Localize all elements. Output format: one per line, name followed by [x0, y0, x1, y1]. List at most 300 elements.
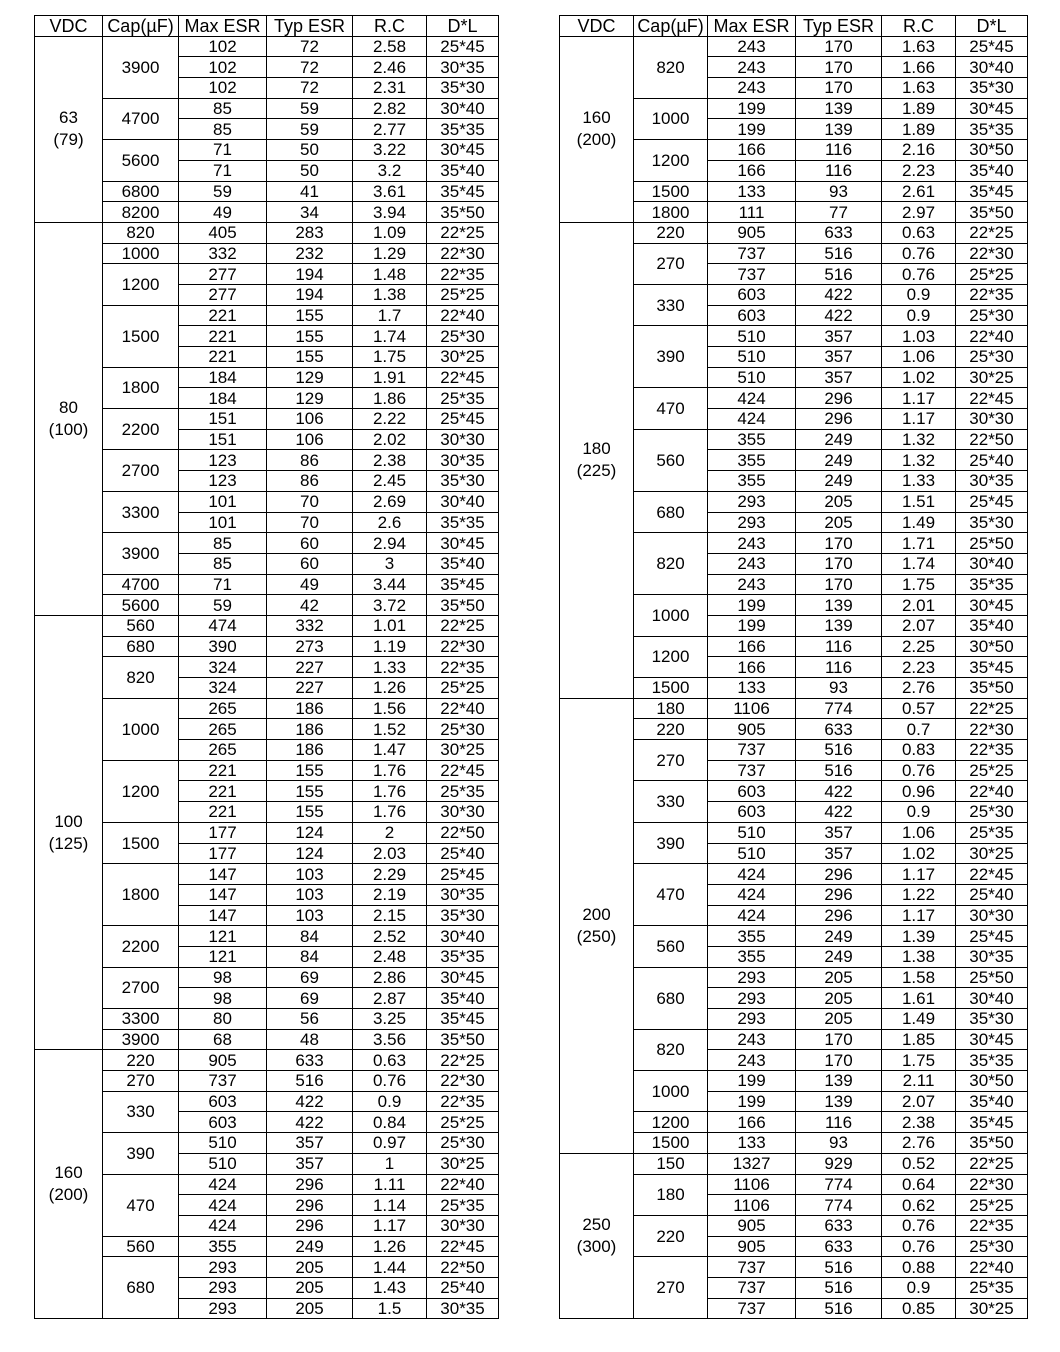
capacitance-cell: 1500 — [634, 1133, 708, 1154]
typ-esr-cell: 170 — [796, 1050, 882, 1071]
dl-cell: 22*45 — [956, 388, 1028, 409]
dl-cell: 30*40 — [956, 57, 1028, 78]
typ-esr-cell: 93 — [796, 181, 882, 202]
rc-cell: 2.76 — [882, 678, 956, 699]
typ-esr-cell: 186 — [267, 719, 353, 740]
typ-esr-cell: 42 — [267, 595, 353, 616]
capacitance-cell: 330 — [634, 781, 708, 822]
rc-cell: 1.19 — [353, 636, 427, 657]
dl-cell: 30*30 — [956, 409, 1028, 430]
header-typ-esr: Typ ESR — [267, 16, 353, 37]
dl-cell: 35*35 — [427, 946, 499, 967]
typ-esr-cell: 357 — [267, 1133, 353, 1154]
max-esr-cell: 905 — [708, 719, 796, 740]
typ-esr-cell: 205 — [796, 967, 882, 988]
rc-cell: 2.38 — [353, 450, 427, 471]
rc-cell: 1.26 — [353, 1236, 427, 1257]
rc-cell: 0.85 — [882, 1298, 956, 1319]
table-row — [35, 533, 499, 554]
typ-esr-cell: 41 — [267, 181, 353, 202]
rc-cell: 1.75 — [353, 347, 427, 368]
table-row — [35, 305, 499, 326]
rc-cell: 2.25 — [882, 636, 956, 657]
dl-cell: 25*25 — [956, 760, 1028, 781]
capacitance-cell: 1200 — [634, 1112, 708, 1133]
typ-esr-cell: 422 — [796, 305, 882, 326]
capacitance-cell: 270 — [634, 1257, 708, 1319]
typ-esr-cell: 205 — [267, 1298, 353, 1319]
max-esr-cell: 293 — [179, 1257, 267, 1278]
max-esr-cell: 603 — [179, 1091, 267, 1112]
capacitance-cell: 820 — [634, 36, 708, 98]
rc-cell: 2 — [353, 822, 427, 843]
vdc-value: 180 — [582, 439, 611, 459]
table-row — [35, 574, 499, 595]
typ-esr-cell: 205 — [796, 512, 882, 533]
typ-esr-cell: 205 — [267, 1257, 353, 1278]
capacitance-cell: 3300 — [103, 491, 179, 532]
max-esr-cell: 102 — [179, 36, 267, 57]
dl-cell: 25*30 — [427, 1133, 499, 1154]
typ-esr-cell: 72 — [267, 36, 353, 57]
dl-cell: 30*45 — [427, 533, 499, 554]
dl-cell: 25*35 — [956, 822, 1028, 843]
max-esr-cell: 133 — [708, 181, 796, 202]
typ-esr-cell: 227 — [267, 678, 353, 699]
max-esr-cell: 59 — [179, 181, 267, 202]
max-esr-cell: 199 — [708, 119, 796, 140]
dl-cell: 35*35 — [956, 119, 1028, 140]
max-esr-cell: 133 — [708, 678, 796, 699]
max-esr-cell: 243 — [708, 553, 796, 574]
max-esr-cell: 293 — [708, 967, 796, 988]
max-esr-cell: 737 — [708, 760, 796, 781]
max-esr-cell: 265 — [179, 698, 267, 719]
dl-cell: 22*40 — [956, 781, 1028, 802]
header-vdc: VDC — [35, 16, 103, 37]
max-esr-cell: 101 — [179, 512, 267, 533]
dl-cell: 30*35 — [956, 471, 1028, 492]
typ-esr-cell: 60 — [267, 533, 353, 554]
typ-esr-cell: 139 — [796, 119, 882, 140]
max-esr-cell: 221 — [179, 760, 267, 781]
dl-cell: 25*45 — [427, 409, 499, 430]
typ-esr-cell: 332 — [267, 615, 353, 636]
rc-cell: 0.76 — [882, 264, 956, 285]
max-esr-cell: 147 — [179, 864, 267, 885]
max-esr-cell: 1106 — [708, 1195, 796, 1216]
rc-cell: 3.61 — [353, 181, 427, 202]
rc-cell: 1.02 — [882, 843, 956, 864]
typ-esr-cell: 296 — [796, 864, 882, 885]
typ-esr-cell: 155 — [267, 326, 353, 347]
typ-esr-cell: 49 — [267, 574, 353, 595]
dl-cell: 25*45 — [956, 36, 1028, 57]
max-esr-cell: 166 — [708, 140, 796, 161]
rc-cell: 2.01 — [882, 595, 956, 616]
dl-cell: 35*45 — [427, 1009, 499, 1030]
capacitance-cell: 2200 — [103, 409, 179, 450]
typ-esr-cell: 103 — [267, 905, 353, 926]
typ-esr-cell: 633 — [796, 1215, 882, 1236]
capacitance-cell: 3900 — [103, 1029, 179, 1050]
max-esr-cell: 905 — [708, 1236, 796, 1257]
rc-cell: 0.62 — [882, 1195, 956, 1216]
typ-esr-cell: 929 — [796, 1153, 882, 1174]
rc-cell: 2.16 — [882, 140, 956, 161]
max-esr-cell: 737 — [179, 1071, 267, 1092]
typ-esr-cell: 633 — [796, 719, 882, 740]
surge-voltage: (300) — [576, 1237, 617, 1257]
typ-esr-cell: 296 — [796, 884, 882, 905]
typ-esr-cell: 155 — [267, 305, 353, 326]
max-esr-cell: 71 — [179, 160, 267, 181]
table-row — [560, 698, 1028, 719]
rc-cell: 1.43 — [353, 1277, 427, 1298]
dl-cell: 30*45 — [427, 967, 499, 988]
rc-cell: 1.63 — [882, 78, 956, 99]
max-esr-cell: 101 — [179, 491, 267, 512]
rc-cell: 1.06 — [882, 822, 956, 843]
header-typ-esr: Typ ESR — [796, 16, 882, 37]
dl-cell: 30*50 — [956, 636, 1028, 657]
table-row — [560, 1153, 1028, 1174]
table-row — [35, 760, 499, 781]
rc-cell: 1.39 — [882, 926, 956, 947]
surge-voltage: (200) — [576, 130, 617, 150]
dl-cell: 35*40 — [956, 1091, 1028, 1112]
max-esr-cell: 199 — [708, 98, 796, 119]
capacitance-cell: 1000 — [634, 1071, 708, 1112]
max-esr-cell: 424 — [708, 884, 796, 905]
dl-cell: 22*30 — [427, 636, 499, 657]
typ-esr-cell: 60 — [267, 553, 353, 574]
capacitance-cell: 820 — [634, 1029, 708, 1070]
max-esr-cell: 151 — [179, 429, 267, 450]
rc-cell: 1.38 — [882, 946, 956, 967]
capacitance-cell: 820 — [103, 657, 179, 698]
typ-esr-cell: 34 — [267, 202, 353, 223]
max-esr-cell: 68 — [179, 1029, 267, 1050]
dl-cell: 30*25 — [427, 347, 499, 368]
table-body — [560, 36, 1028, 1319]
dl-cell: 25*40 — [956, 450, 1028, 471]
max-esr-cell: 85 — [179, 98, 267, 119]
typ-esr-cell: 516 — [267, 1071, 353, 1092]
max-esr-cell: 199 — [708, 1091, 796, 1112]
typ-esr-cell: 774 — [796, 698, 882, 719]
dl-cell: 25*30 — [956, 1236, 1028, 1257]
rc-cell: 2.76 — [882, 1133, 956, 1154]
typ-esr-cell: 232 — [267, 243, 353, 264]
dl-cell: 35*40 — [427, 160, 499, 181]
typ-esr-cell: 186 — [267, 698, 353, 719]
typ-esr-cell: 205 — [796, 988, 882, 1009]
dl-cell: 22*40 — [427, 698, 499, 719]
max-esr-cell: 737 — [708, 1257, 796, 1278]
rc-cell: 2.46 — [353, 57, 427, 78]
typ-esr-cell: 106 — [267, 429, 353, 450]
typ-esr-cell: 633 — [796, 222, 882, 243]
typ-esr-cell: 77 — [796, 202, 882, 223]
typ-esr-cell: 357 — [796, 367, 882, 388]
dl-cell: 22*40 — [956, 1257, 1028, 1278]
typ-esr-cell: 194 — [267, 264, 353, 285]
dl-cell: 35*30 — [956, 78, 1028, 99]
max-esr-cell: 277 — [179, 264, 267, 285]
dl-cell: 22*30 — [956, 243, 1028, 264]
dl-cell: 22*25 — [956, 222, 1028, 243]
rc-cell: 1.17 — [882, 388, 956, 409]
typ-esr-cell: 155 — [267, 347, 353, 368]
rc-cell: 1.17 — [882, 409, 956, 430]
dl-cell: 35*40 — [956, 615, 1028, 636]
typ-esr-cell: 139 — [796, 1071, 882, 1092]
max-esr-cell: 355 — [708, 471, 796, 492]
table-row — [35, 1236, 499, 1257]
capacitance-cell: 3900 — [103, 36, 179, 98]
dl-cell: 35*45 — [427, 574, 499, 595]
dl-cell: 35*50 — [956, 202, 1028, 223]
rc-cell: 1.74 — [882, 553, 956, 574]
capacitance-cell: 680 — [103, 1257, 179, 1319]
rc-cell: 3 — [353, 553, 427, 574]
max-esr-cell: 737 — [708, 1298, 796, 1319]
max-esr-cell: 424 — [708, 388, 796, 409]
max-esr-cell: 355 — [179, 1236, 267, 1257]
table-row — [35, 409, 499, 430]
capacitance-cell: 560 — [634, 926, 708, 967]
max-esr-cell: 737 — [708, 740, 796, 761]
rc-cell: 1.56 — [353, 698, 427, 719]
max-esr-cell: 221 — [179, 326, 267, 347]
typ-esr-cell: 93 — [796, 1133, 882, 1154]
rc-cell: 2.82 — [353, 98, 427, 119]
table-row — [35, 181, 499, 202]
max-esr-cell: 147 — [179, 884, 267, 905]
typ-esr-cell: 155 — [267, 760, 353, 781]
rc-cell: 1.66 — [882, 57, 956, 78]
max-esr-cell: 184 — [179, 367, 267, 388]
max-esr-cell: 199 — [708, 615, 796, 636]
typ-esr-cell: 124 — [267, 843, 353, 864]
max-esr-cell: 603 — [708, 802, 796, 823]
rc-cell: 1.49 — [882, 512, 956, 533]
dl-cell: 30*35 — [427, 884, 499, 905]
capacitance-cell: 820 — [103, 222, 179, 243]
typ-esr-cell: 70 — [267, 491, 353, 512]
rc-cell: 1.33 — [882, 471, 956, 492]
rc-cell: 1.63 — [882, 36, 956, 57]
rc-cell: 2.6 — [353, 512, 427, 533]
capacitance-cell: 1200 — [634, 636, 708, 677]
typ-esr-cell: 633 — [796, 1236, 882, 1257]
max-esr-cell: 166 — [708, 657, 796, 678]
max-esr-cell: 243 — [708, 57, 796, 78]
rc-cell: 0.9 — [882, 802, 956, 823]
typ-esr-cell: 205 — [267, 1277, 353, 1298]
table-row — [35, 222, 499, 243]
dl-cell: 35*45 — [956, 181, 1028, 202]
rc-cell: 0.9 — [882, 284, 956, 305]
max-esr-cell: 85 — [179, 533, 267, 554]
table-row — [35, 698, 499, 719]
rc-cell: 1.48 — [353, 264, 427, 285]
capacitance-cell: 220 — [634, 222, 708, 243]
max-esr-cell: 1106 — [708, 1174, 796, 1195]
typ-esr-cell: 50 — [267, 140, 353, 161]
capacitance-cell: 1000 — [634, 595, 708, 636]
table-row — [35, 926, 499, 947]
spec-table-right — [559, 15, 1028, 1319]
dl-cell: 30*40 — [427, 926, 499, 947]
typ-esr-cell: 516 — [796, 760, 882, 781]
max-esr-cell: 184 — [179, 388, 267, 409]
vdc-cell — [560, 698, 634, 1153]
rc-cell: 1.47 — [353, 740, 427, 761]
dl-cell: 25*35 — [427, 1195, 499, 1216]
rc-cell: 2.69 — [353, 491, 427, 512]
typ-esr-cell: 516 — [796, 264, 882, 285]
capacitance-cell: 6800 — [103, 181, 179, 202]
max-esr-cell: 355 — [708, 946, 796, 967]
rc-cell: 0.7 — [882, 719, 956, 740]
dl-cell: 35*50 — [956, 1133, 1028, 1154]
dl-cell: 22*30 — [956, 719, 1028, 740]
typ-esr-cell: 296 — [267, 1174, 353, 1195]
dl-cell: 30*40 — [956, 553, 1028, 574]
dl-cell: 25*35 — [427, 388, 499, 409]
dl-cell: 25*45 — [956, 926, 1028, 947]
max-esr-cell: 123 — [179, 471, 267, 492]
capacitance-cell: 470 — [103, 1174, 179, 1236]
dl-cell: 22*35 — [956, 740, 1028, 761]
vdc-cell — [560, 36, 634, 222]
dl-cell: 30*45 — [956, 98, 1028, 119]
rc-cell: 2.03 — [353, 843, 427, 864]
max-esr-cell: 243 — [708, 36, 796, 57]
table-row — [560, 36, 1028, 57]
max-esr-cell: 123 — [179, 450, 267, 471]
dl-cell: 22*50 — [427, 1257, 499, 1278]
dl-cell: 35*35 — [427, 512, 499, 533]
table-row — [560, 222, 1028, 243]
max-esr-cell: 293 — [179, 1298, 267, 1319]
dl-cell: 30*35 — [427, 57, 499, 78]
typ-esr-cell: 86 — [267, 471, 353, 492]
rc-cell: 1.44 — [353, 1257, 427, 1278]
capacitance-cell: 470 — [634, 388, 708, 429]
dl-cell: 22*45 — [956, 864, 1028, 885]
dl-cell: 25*30 — [427, 719, 499, 740]
max-esr-cell: 221 — [179, 305, 267, 326]
rc-cell: 1.06 — [882, 347, 956, 368]
dl-cell: 22*25 — [956, 698, 1028, 719]
dl-cell: 22*35 — [427, 1091, 499, 1112]
capacitance-cell: 220 — [103, 1050, 179, 1071]
table-row — [35, 615, 499, 636]
max-esr-cell: 265 — [179, 719, 267, 740]
surge-voltage: (225) — [576, 461, 617, 481]
max-esr-cell: 49 — [179, 202, 267, 223]
header-cap: Cap(µF) — [634, 16, 708, 37]
typ-esr-cell: 357 — [796, 347, 882, 368]
max-esr-cell: 121 — [179, 946, 267, 967]
typ-esr-cell: 422 — [796, 802, 882, 823]
header-max-esr: Max ESR — [179, 16, 267, 37]
table-row — [35, 595, 499, 616]
capacitance-cell: 820 — [634, 533, 708, 595]
typ-esr-cell: 116 — [796, 160, 882, 181]
header-dl: D*L — [956, 16, 1028, 37]
rc-cell: 1.17 — [882, 864, 956, 885]
dl-cell: 30*45 — [956, 1029, 1028, 1050]
typ-esr-cell: 170 — [796, 78, 882, 99]
typ-esr-cell: 296 — [796, 388, 882, 409]
dl-cell: 22*25 — [427, 1050, 499, 1071]
capacitance-cell: 680 — [634, 967, 708, 1029]
max-esr-cell: 243 — [708, 533, 796, 554]
dl-cell: 22*45 — [427, 1236, 499, 1257]
typ-esr-cell: 516 — [796, 740, 882, 761]
typ-esr-cell: 170 — [796, 1029, 882, 1050]
capacitance-cell: 390 — [634, 822, 708, 863]
typ-esr-cell: 357 — [796, 843, 882, 864]
typ-esr-cell: 86 — [267, 450, 353, 471]
rc-cell: 2.23 — [882, 160, 956, 181]
header-max-esr: Max ESR — [708, 16, 796, 37]
typ-esr-cell: 170 — [796, 57, 882, 78]
dl-cell: 25*40 — [427, 843, 499, 864]
typ-esr-cell: 103 — [267, 884, 353, 905]
typ-esr-cell: 116 — [796, 1112, 882, 1133]
capacitance-cell: 3300 — [103, 1009, 179, 1030]
max-esr-cell: 905 — [708, 1215, 796, 1236]
capacitance-cell: 8200 — [103, 202, 179, 223]
rc-cell: 1.11 — [353, 1174, 427, 1195]
vdc-value: 80 — [59, 397, 78, 417]
typ-esr-cell: 422 — [267, 1112, 353, 1133]
dl-cell: 35*30 — [427, 905, 499, 926]
dl-cell: 30*40 — [427, 491, 499, 512]
table-row — [35, 491, 499, 512]
capacitance-cell: 5600 — [103, 595, 179, 616]
rc-cell: 1.86 — [353, 388, 427, 409]
dl-cell: 30*25 — [427, 740, 499, 761]
typ-esr-cell: 72 — [267, 57, 353, 78]
rc-cell: 0.64 — [882, 1174, 956, 1195]
dl-cell: 35*50 — [427, 202, 499, 223]
capacitance-cell: 4700 — [103, 98, 179, 139]
max-esr-cell: 98 — [179, 967, 267, 988]
rc-cell: 2.86 — [353, 967, 427, 988]
max-esr-cell: 199 — [708, 1071, 796, 1092]
max-esr-cell: 80 — [179, 1009, 267, 1030]
rc-cell: 0.76 — [882, 1215, 956, 1236]
typ-esr-cell: 93 — [796, 678, 882, 699]
rc-cell: 2.31 — [353, 78, 427, 99]
dl-cell: 30*35 — [956, 946, 1028, 967]
capacitance-cell: 3900 — [103, 533, 179, 574]
capacitance-cell: 1500 — [103, 822, 179, 863]
dl-cell: 25*40 — [427, 1277, 499, 1298]
capacitance-cell: 180 — [634, 1174, 708, 1215]
rc-cell: 1.14 — [353, 1195, 427, 1216]
surge-voltage: (100) — [48, 419, 89, 439]
dl-cell: 25*50 — [956, 533, 1028, 554]
dl-cell: 25*50 — [956, 967, 1028, 988]
capacitance-cell: 1200 — [103, 264, 179, 305]
